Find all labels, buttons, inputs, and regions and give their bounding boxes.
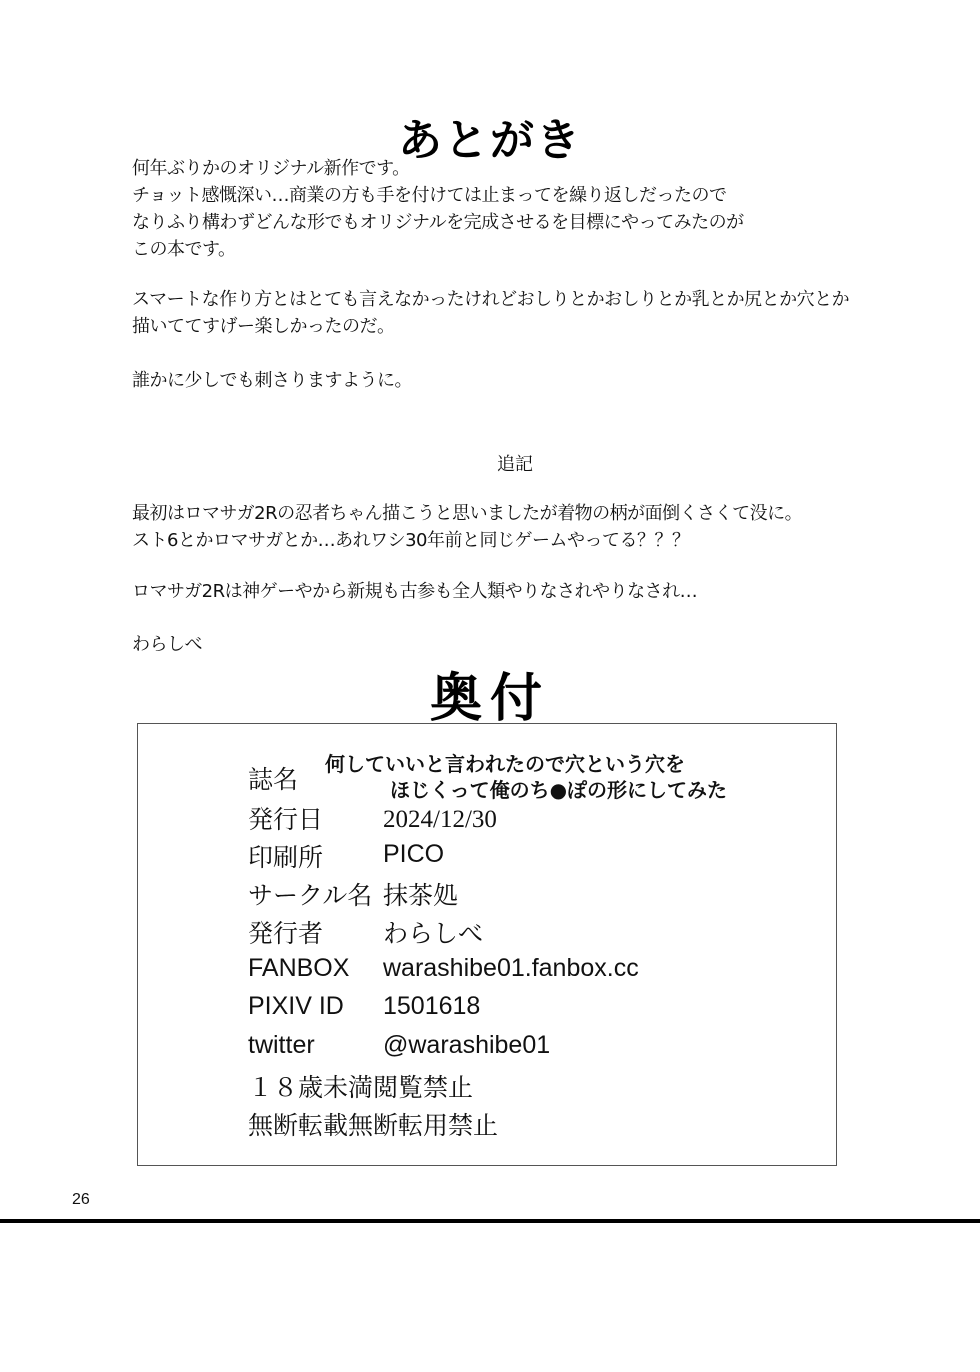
- afterword-line: 誰かに少しでも刺さりますように。: [132, 370, 412, 391]
- colophon-label-date: 発行日: [248, 805, 324, 834]
- reprint-prohibition-notice: 無断転載無断転用禁止: [248, 1111, 499, 1140]
- afterword-title: あとがき: [398, 115, 582, 166]
- book-title-line-2: ほじくって俺のち●ぽの形にしてみた: [390, 778, 728, 802]
- afterword-line: チョット感慨深い…商業の方も手を付けては止まってを繰り返しだったので: [132, 185, 727, 206]
- colophon-label-circle: サークル名: [248, 881, 373, 910]
- colophon-label-printer: 印刷所: [248, 843, 324, 872]
- footer-rule: [0, 1219, 980, 1223]
- signature: わらしべ: [132, 634, 202, 655]
- postscript-heading: 追記: [497, 454, 533, 475]
- book-title-label: 誌名: [248, 765, 299, 794]
- book-title-line-1: 何していいと言われたので穴という穴を: [325, 752, 685, 776]
- colophon-value-circle: 抹茶処: [383, 881, 459, 910]
- colophon-value-twitter: @warashibe01: [383, 1031, 551, 1059]
- colophon-label-fanbox: FANBOX: [248, 954, 350, 982]
- afterword-line: なりふり構わずどんな形でもオリジナルを完成させるを目標にやってみたのが: [132, 212, 744, 233]
- colophon-value-date: 2024/12/30: [383, 806, 497, 833]
- colophon-value-fanbox: warashibe01.fanbox.cc: [383, 954, 639, 982]
- postscript-line: スト6とかロマサガとか…あれワシ30年前と同じゲームやってる？？？: [132, 530, 690, 551]
- afterword-line: 描いててすげー楽しかったのだ。: [132, 316, 395, 337]
- colophon-value-pixiv: 1501618: [383, 992, 481, 1020]
- age-restriction-notice: １８歳未満閲覧禁止: [248, 1073, 474, 1102]
- colophon-label-twitter: twitter: [248, 1031, 315, 1059]
- page-number: 26: [72, 1191, 90, 1208]
- colophon-label-publisher: 発行者: [248, 919, 324, 948]
- colophon-value-publisher: わらしべ: [383, 919, 484, 948]
- postscript-line: ロマサガ2Rは神ゲーやから新規も古参も全人類やりなされやりなされ…: [132, 581, 698, 602]
- afterword-line: スマートな作り方とはとても言えなかったけれどおしりとかおしりとか乳とか尻とか穴とか: [132, 289, 850, 310]
- colophon-title: 奥付: [429, 669, 550, 729]
- afterword-line: この本です。: [132, 239, 236, 260]
- afterword-line: 何年ぶりかのオリジナル新作です。: [132, 158, 410, 179]
- postscript-line: 最初はロマサガ2Rの忍者ちゃん描こうと思いましたが着物の柄が面倒くさくて没に。: [132, 503, 803, 524]
- colophon-value-printer: PICO: [383, 840, 445, 868]
- colophon-label-pixiv: PIXIV ID: [248, 992, 344, 1020]
